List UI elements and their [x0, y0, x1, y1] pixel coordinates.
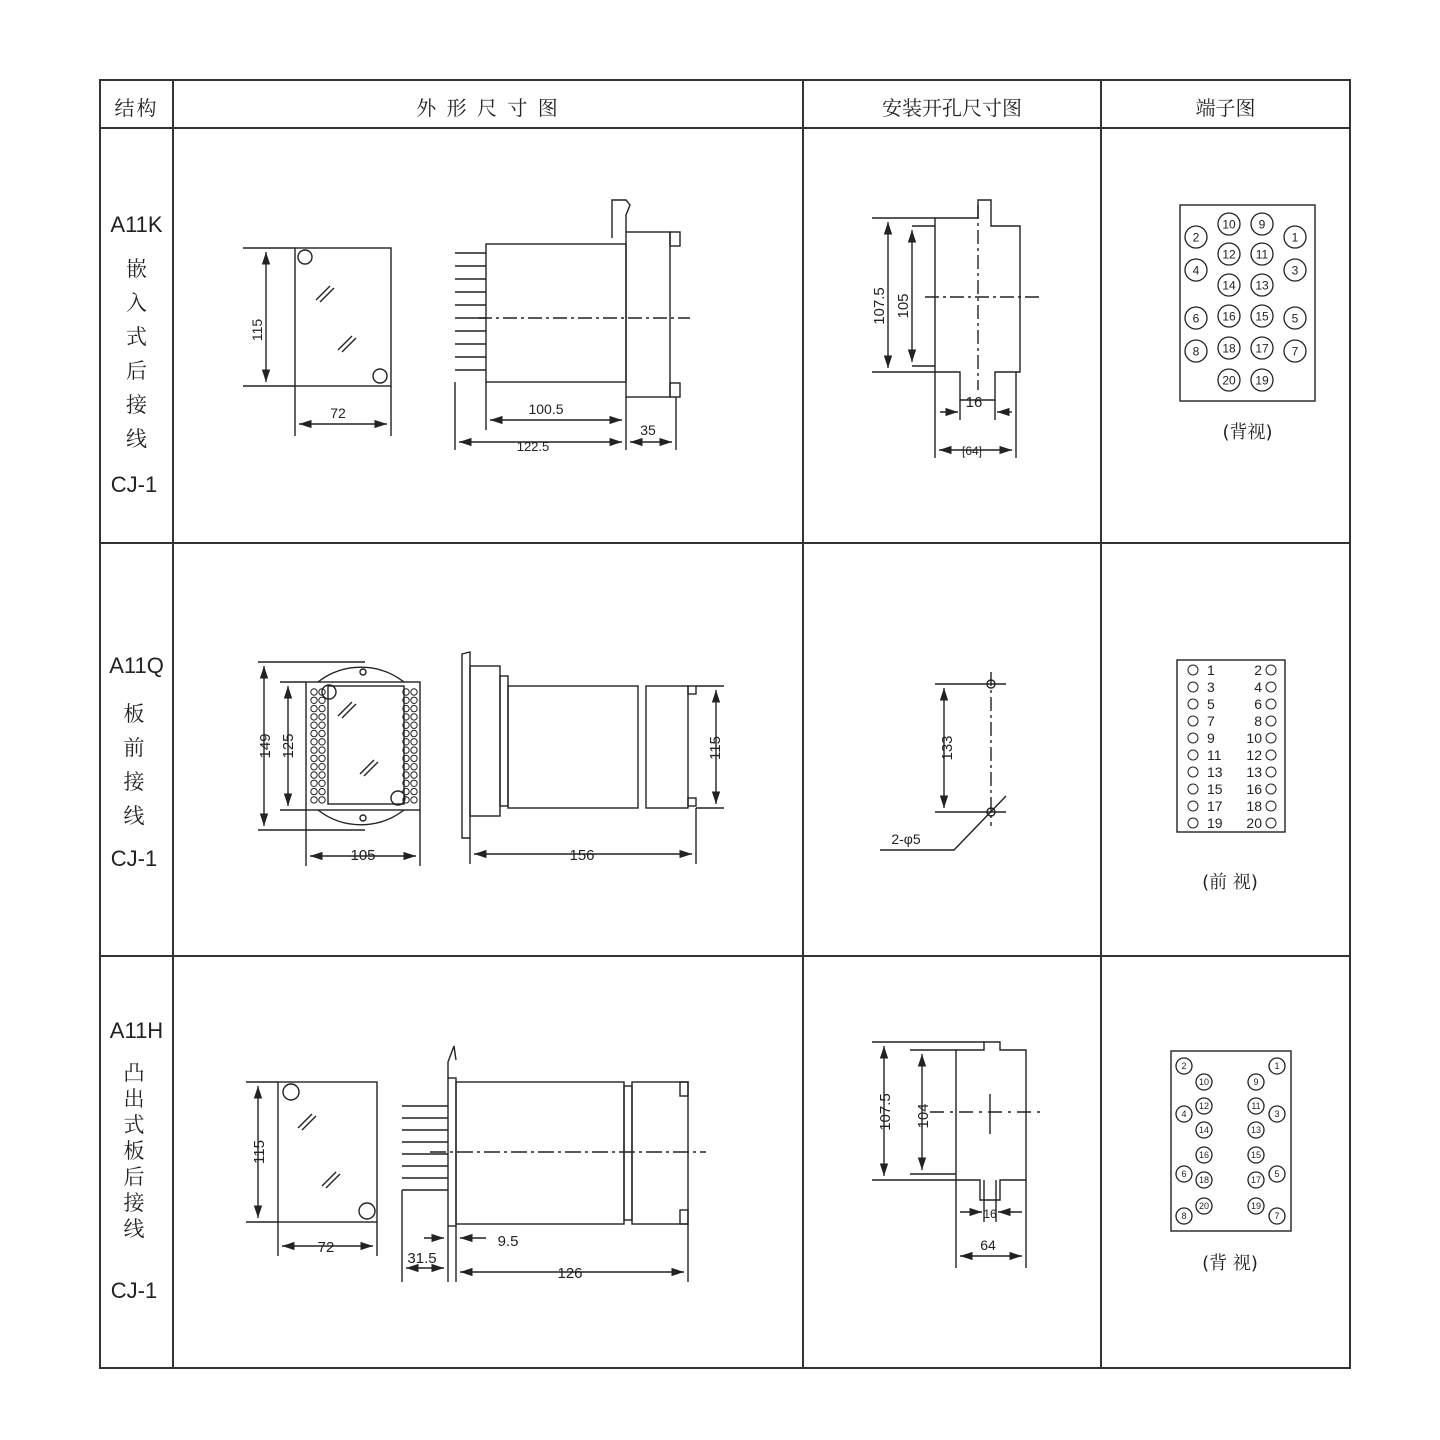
terminal-stud — [411, 797, 417, 803]
terminal-number: 12 — [1198, 1101, 1210, 1112]
terminal-hole — [1266, 733, 1276, 743]
terminal-hole — [1266, 665, 1276, 675]
terminal-stud — [311, 747, 317, 753]
terminal-number: 15 — [1207, 781, 1223, 797]
terminal-number: 8 — [1254, 713, 1262, 729]
terminal-view-a11q: (前 视) — [1202, 872, 1258, 893]
terminal-number: 4 — [1192, 263, 1200, 278]
cutout-drawing-a11k — [872, 200, 1040, 458]
terminal-stud — [311, 772, 317, 778]
terminal-number: 6 — [1254, 696, 1262, 712]
dim-depth-main: 100.5 — [528, 401, 564, 417]
terminal-number: 17 — [1255, 341, 1269, 356]
terminal-stud — [411, 697, 417, 703]
outline-drawing-a11h — [246, 1046, 706, 1282]
terminal-number: 10 — [1198, 1077, 1210, 1088]
dim-slot: 16 — [965, 394, 983, 411]
terminal-stud — [319, 705, 325, 711]
terminal-number: 1 — [1291, 230, 1299, 245]
terminal-number: 12 — [1222, 247, 1236, 262]
terminal-stud — [411, 705, 417, 711]
terminal-number: 6 — [1192, 311, 1200, 326]
terminal-number: 20 — [1198, 1201, 1210, 1212]
terminal-list-a11q — [1188, 662, 1276, 831]
terminal-stud — [319, 739, 325, 745]
terminal-stud — [319, 755, 325, 761]
terminal-number: 19 — [1250, 1201, 1262, 1212]
dim-width: 72 — [330, 405, 346, 421]
terminal-number: 13 — [1207, 764, 1223, 780]
dim-cutout-width: 64 — [980, 1237, 996, 1253]
terminal-number: 5 — [1274, 1169, 1280, 1180]
terminal-stud — [311, 739, 317, 745]
terminal-stud — [311, 797, 317, 803]
terminal-hole — [1188, 818, 1198, 828]
terminal-number: 1 — [1207, 662, 1215, 678]
terminal-number: 13 — [1255, 278, 1269, 293]
terminal-diagram-a11q — [1177, 660, 1285, 832]
terminal-stud — [311, 788, 317, 794]
dim-width: 72 — [317, 1239, 335, 1256]
terminal-number: 2 — [1254, 662, 1262, 678]
header-structure: 结构 — [114, 96, 159, 120]
code-a11k: CJ-1 — [110, 472, 158, 497]
desc-a11h: 凸 出 式 板 后 接 线 — [123, 1061, 145, 1241]
terminal-hole — [1266, 716, 1276, 726]
terminal-stud — [411, 772, 417, 778]
terminal-hole — [1266, 801, 1276, 811]
terminal-strip-a11q — [311, 689, 417, 803]
terminal-number: 15 — [1250, 1150, 1262, 1161]
terminal-stud — [411, 764, 417, 770]
terminal-number: 18 — [1246, 798, 1262, 814]
terminal-number: 6 — [1181, 1169, 1187, 1180]
terminal-hole — [1188, 733, 1198, 743]
terminal-number: 8 — [1181, 1211, 1187, 1222]
terminal-hole — [1188, 767, 1198, 777]
dim-slot: 16 — [983, 1207, 997, 1221]
terminal-hole — [1188, 699, 1198, 709]
dim-depth-total: 122.5 — [516, 439, 550, 454]
dim-outer: 107.5 — [871, 287, 888, 325]
dim-depth: 156 — [569, 847, 595, 864]
terminal-number: 1 — [1274, 1061, 1280, 1072]
terminal-number: 7 — [1274, 1211, 1280, 1222]
terminal-hole — [1188, 784, 1198, 794]
terminal-hole — [1188, 682, 1198, 692]
terminal-view-a11k: (背视) — [1222, 422, 1273, 443]
terminal-stud — [311, 689, 317, 695]
terminal-hole — [1188, 716, 1198, 726]
dim-width: 105 — [350, 847, 376, 864]
dim-offset-small: 9.5 — [497, 1233, 519, 1250]
terminal-number: 9 — [1207, 730, 1215, 746]
terminal-stud — [319, 764, 325, 770]
terminal-stud — [411, 730, 417, 736]
terminal-stud — [411, 722, 417, 728]
terminal-number: 19 — [1207, 815, 1223, 831]
cutout-drawing-a11h — [872, 1042, 1046, 1268]
terminal-number: 14 — [1198, 1125, 1210, 1136]
terminal-number: 8 — [1192, 344, 1200, 359]
model-a11k: A11K — [110, 212, 163, 237]
terminal-number: 16 — [1198, 1150, 1210, 1161]
cutout-dims-a11q — [891, 735, 956, 847]
terminal-stud — [319, 797, 325, 803]
terminal-number: 18 — [1222, 341, 1236, 356]
dim-height-inner: 125 — [280, 733, 297, 759]
terminal-stud — [319, 747, 325, 753]
terminal-stud — [411, 747, 417, 753]
terminal-number: 20 — [1246, 815, 1262, 831]
terminal-number: 16 — [1246, 781, 1262, 797]
terminal-stud — [411, 714, 417, 720]
terminal-hole — [1266, 818, 1276, 828]
dim-offset-back: 31.5 — [407, 1250, 437, 1267]
terminal-stud — [311, 730, 317, 736]
terminal-number: 11 — [1255, 247, 1269, 262]
terminal-hole — [1266, 699, 1276, 709]
outline-dims-a11q — [257, 733, 724, 864]
terminal-hole — [1188, 665, 1198, 675]
terminal-number: 7 — [1207, 713, 1215, 729]
dim-inner: 105 — [895, 293, 912, 319]
terminal-hole — [1266, 682, 1276, 692]
terminal-number: 18 — [1198, 1175, 1210, 1186]
terminal-stud — [319, 788, 325, 794]
terminal-stud — [319, 714, 325, 720]
dim-depth-front: 35 — [640, 422, 656, 438]
terminal-number: 17 — [1207, 798, 1223, 814]
terminal-hole — [1188, 801, 1198, 811]
terminal-stud — [411, 755, 417, 761]
terminal-number: 9 — [1258, 217, 1266, 232]
desc-a11k: 嵌 入 式 后 接 线 — [126, 257, 147, 451]
outline-drawing-a11q — [258, 652, 724, 866]
terminal-stud — [411, 780, 417, 786]
terminal-circles-a11k — [1185, 213, 1306, 391]
terminal-stud — [411, 689, 417, 695]
outline-dims-a11h — [251, 1140, 583, 1282]
terminal-number: 10 — [1222, 217, 1236, 232]
terminal-hole — [1188, 750, 1198, 760]
terminal-stud — [319, 772, 325, 778]
terminal-number: 2 — [1192, 230, 1200, 245]
code-a11h: CJ-1 — [110, 1278, 158, 1303]
terminal-number: 13 — [1250, 1125, 1262, 1136]
terminal-number: 20 — [1222, 373, 1236, 388]
terminal-stud — [311, 714, 317, 720]
terminal-stud — [319, 722, 325, 728]
terminal-number: 19 — [1255, 373, 1269, 388]
dim-height-outer: 149 — [257, 733, 274, 759]
terminal-number: 5 — [1207, 696, 1215, 712]
terminal-hole — [1266, 784, 1276, 794]
terminal-stud — [319, 697, 325, 703]
terminal-number: 11 — [1251, 1101, 1261, 1112]
outline-drawing-a11k — [243, 200, 690, 450]
header-terminal: 端子图 — [1195, 96, 1256, 120]
dim-depth: 126 — [557, 1265, 583, 1282]
terminal-hole — [1266, 767, 1276, 777]
terminal-view-a11h: (背 视) — [1202, 1253, 1258, 1274]
header-outline: 外 形 尺 寸 图 — [416, 96, 560, 120]
desc-a11q: 板 前 接 线 — [123, 702, 145, 828]
cutout-dims-a11h — [877, 1093, 997, 1253]
terminal-stud — [319, 780, 325, 786]
terminal-stud — [311, 705, 317, 711]
dim-cutout-width: [64] — [961, 444, 983, 458]
dim-spacing: 133 — [939, 735, 956, 761]
terminal-hole — [1266, 750, 1276, 760]
terminal-stud — [311, 764, 317, 770]
model-a11q: A11Q — [109, 653, 164, 678]
terminal-diagram-a11h — [1171, 1051, 1291, 1231]
terminal-number: 12 — [1246, 747, 1262, 763]
terminal-number: 3 — [1291, 263, 1299, 278]
terminal-stud — [411, 788, 417, 794]
terminal-number: 14 — [1222, 278, 1236, 293]
model-a11h: A11H — [109, 1018, 164, 1043]
terminal-number: 4 — [1254, 679, 1262, 695]
code-a11q: CJ-1 — [110, 846, 158, 871]
terminal-number: 4 — [1181, 1109, 1187, 1120]
dim-height: 115 — [249, 318, 265, 342]
terminal-stud — [311, 697, 317, 703]
header-cutout: 安装开孔尺寸图 — [882, 96, 1022, 120]
terminal-stud — [411, 739, 417, 745]
terminal-number: 3 — [1207, 679, 1215, 695]
terminal-number: 5 — [1291, 311, 1299, 326]
terminal-stud — [319, 730, 325, 736]
dim-side-height: 115 — [707, 736, 724, 760]
dim-height: 115 — [251, 1140, 268, 1164]
terminal-number: 17 — [1250, 1175, 1262, 1186]
terminal-number: 9 — [1253, 1077, 1259, 1088]
terminal-number: 16 — [1222, 309, 1236, 324]
terminal-stud — [311, 755, 317, 761]
terminal-number: 10 — [1246, 730, 1262, 746]
terminal-number: 3 — [1274, 1109, 1280, 1120]
dim-outer: 107.5 — [877, 1093, 894, 1131]
dim-inner: 104 — [915, 1103, 932, 1129]
terminal-stud — [311, 722, 317, 728]
terminal-number: 15 — [1255, 309, 1269, 324]
terminal-number: 13 — [1246, 764, 1262, 780]
terminal-number: 11 — [1207, 747, 1222, 763]
terminal-number: 7 — [1291, 344, 1299, 359]
terminal-number: 2 — [1181, 1061, 1187, 1072]
terminal-stud — [311, 780, 317, 786]
dim-holes: 2-φ5 — [891, 831, 921, 847]
terminal-circles-a11h — [1176, 1058, 1285, 1224]
